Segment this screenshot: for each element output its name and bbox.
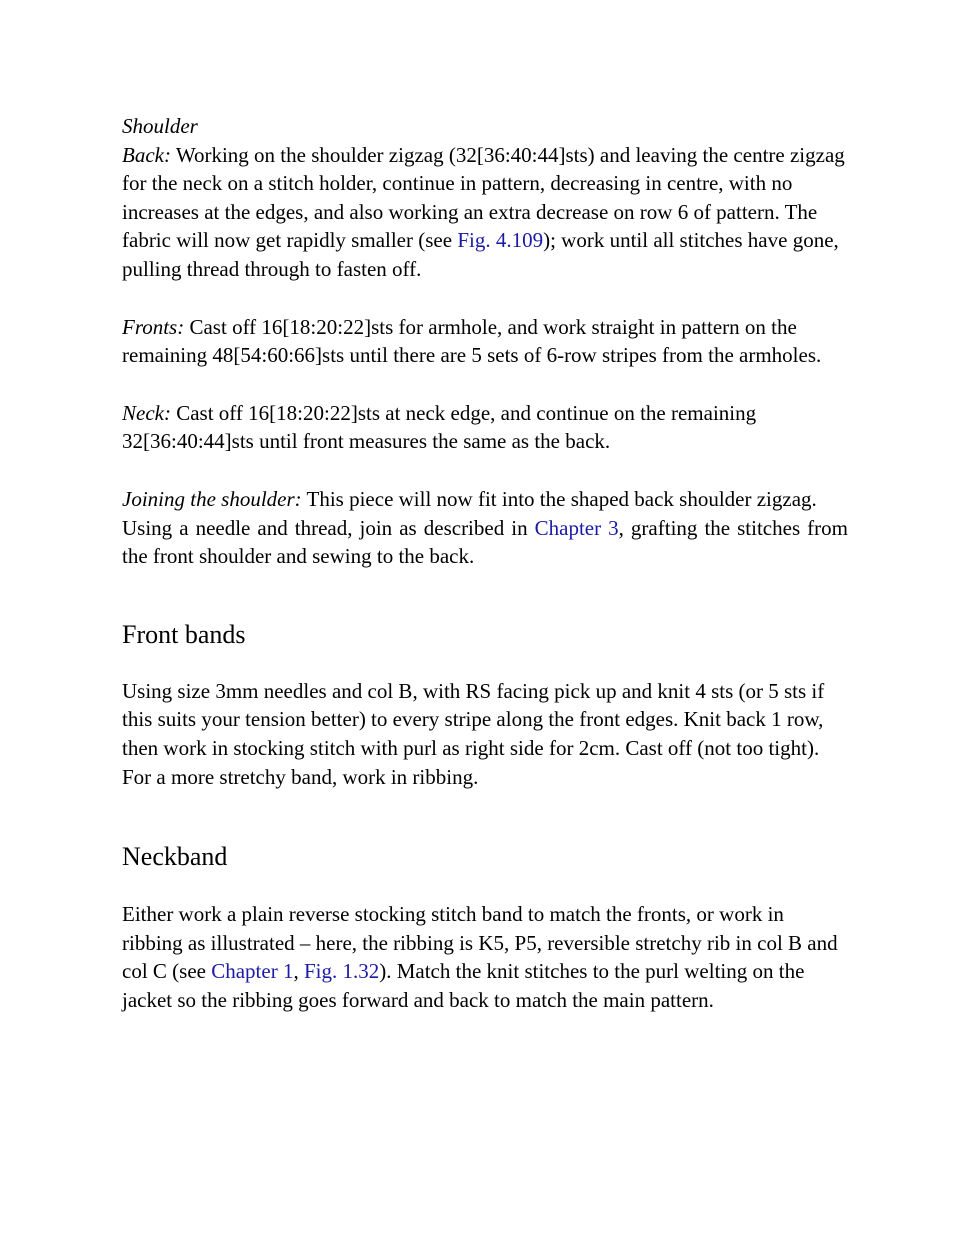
neckband-text-2: , — [293, 959, 304, 984]
neckband-heading: Neckband — [122, 842, 228, 872]
needle-text-1: Using a needle and thread, join as described in — [122, 515, 535, 540]
fig-4-109-link[interactable]: Fig. 4.109 — [457, 228, 544, 253]
needle-paragraph — [122, 514, 848, 571]
needle-text-2: , grafting the stitches from the front shoulder and sewing to the back. — [122, 515, 848, 569]
neck-paragraph — [122, 399, 848, 456]
fronts-lead: Fronts: — [122, 314, 185, 339]
front-bands-ribbing-note: For a more stretchy band, work in ribbing. — [122, 764, 479, 789]
fronts-paragraph — [122, 313, 848, 370]
joining-text: This piece will now fit into the shaped back shoulder zigzag. — [301, 486, 817, 511]
neck-lead: Neck: — [122, 400, 171, 425]
neckband-paragraph — [122, 900, 848, 1014]
back-text-1: Working on the shoulder zigzag (32[36:40:44]sts) and leaving the centre zigzag for the neck on a stitch holder, continue in pattern, decreasing in centre, with no increases at the edges, and also working an extra decrease on row 6 of pattern. The fabric will now get rapidly smaller (see — [122, 142, 845, 253]
document-page — [122, 112, 848, 1014]
chapter-1-link[interactable]: Chapter 1 — [211, 959, 294, 984]
back-paragraph — [122, 141, 848, 284]
front-bands-paragraph: Using size 3mm needles and col B, with RS facing pick up and knit 4 sts (or 5 sts if this suits your tension better) to every stripe along the front edges. Knit back 1 row, then work in stocking stitch with purl as right side for 2cm. Cast off (not too tight). — [122, 678, 825, 760]
back-text-2: ); work until all stitches have gone, pulling thread through to fasten off. — [122, 228, 839, 281]
front-bands-heading: Front bands — [122, 619, 246, 649]
neck-text: Cast off 16[18:20:22]sts at neck edge, and continue on the remaining 32[36:40:44]sts until front measures the same as the back. — [122, 400, 757, 454]
joining-lead: Joining the shoulder: — [122, 486, 302, 511]
joining-paragraph — [122, 485, 848, 514]
back-lead: Back: — [122, 142, 171, 167]
chapter-3-link[interactable]: Chapter 3 — [534, 515, 619, 540]
neckband-text-3: ). Match the knit stitches to the purl welting on the jacket so the ribbing goes forward and back to match the main pattern. — [122, 959, 805, 1012]
fig-1-32-link[interactable]: Fig. 1.32 — [303, 959, 380, 984]
fronts-text: Cast off 16[18:20:22]sts for armhole, and work straight in pattern on the remaining 48[54:60:66]sts until there are 5 sets of 6-row stripes from the armholes. — [122, 314, 822, 368]
shoulder-heading: Shoulder — [122, 114, 198, 138]
neckband-text-1: Either work a plain reverse stocking stitch band to match the fronts, or work in ribbing as illustrated – here, the ribbing is K5, P5, reversible stretchy rib in col B and col C (see — [122, 902, 838, 984]
